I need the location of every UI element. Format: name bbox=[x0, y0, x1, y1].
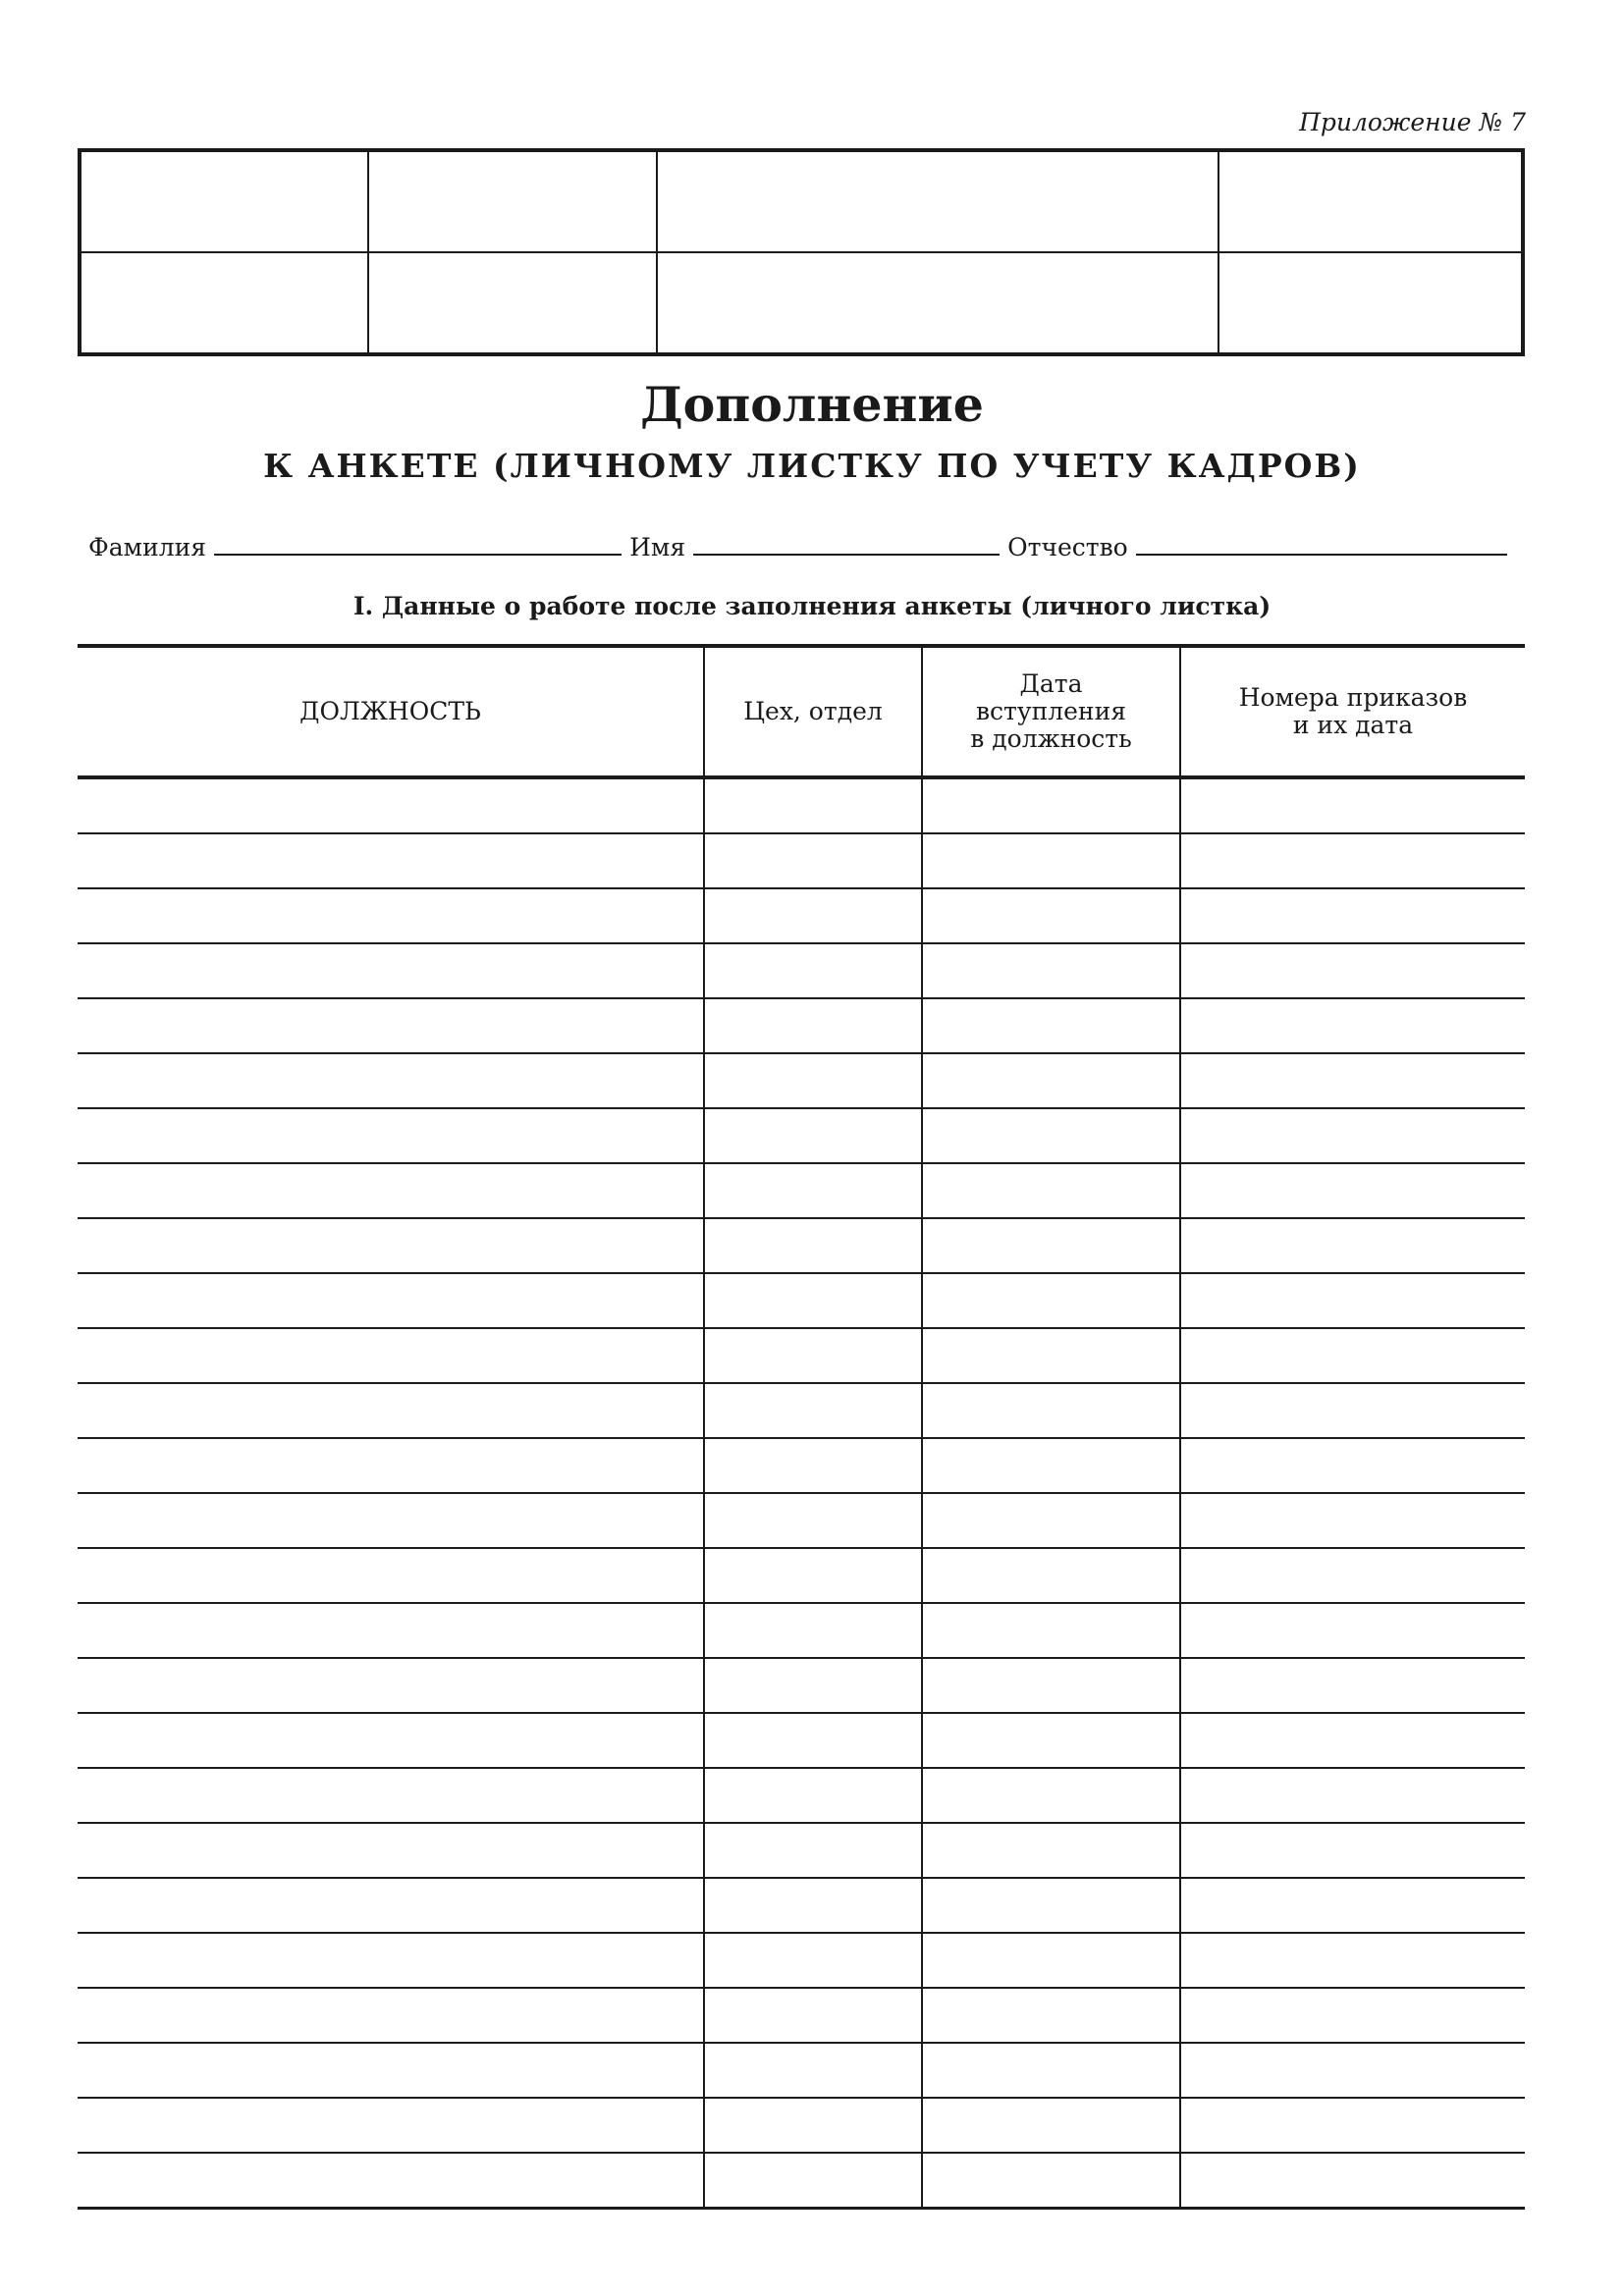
table-cell[interactable] bbox=[922, 943, 1180, 998]
table-row bbox=[78, 1163, 1525, 1218]
table-cell[interactable] bbox=[1180, 998, 1525, 1053]
table-cell[interactable] bbox=[922, 1328, 1180, 1383]
table-cell[interactable] bbox=[704, 1438, 922, 1493]
table-row bbox=[78, 1328, 1525, 1383]
table-cell[interactable] bbox=[704, 1328, 922, 1383]
table-cell[interactable] bbox=[922, 1988, 1180, 2043]
table-cell[interactable] bbox=[704, 1218, 922, 1273]
table-cell[interactable] bbox=[922, 1548, 1180, 1603]
header-line: вступления bbox=[975, 697, 1127, 725]
section-title: I. Данные о работе после заполнения анкеты (личного листка) bbox=[352, 592, 1272, 620]
table-row bbox=[78, 1218, 1525, 1273]
table-cell[interactable] bbox=[1180, 1163, 1525, 1218]
table-row bbox=[78, 1493, 1525, 1548]
appendix-label: Приложение № 7 bbox=[1299, 108, 1526, 136]
table-row bbox=[78, 2153, 1525, 2209]
table-row bbox=[78, 1713, 1525, 1768]
table-cell[interactable] bbox=[704, 1823, 922, 1878]
table-cell[interactable] bbox=[922, 1878, 1180, 1933]
table-cell[interactable] bbox=[922, 1273, 1180, 1328]
table-cell[interactable] bbox=[78, 1713, 704, 1768]
table-cell[interactable] bbox=[922, 2153, 1180, 2209]
column-header-department bbox=[704, 646, 922, 777]
table-cell[interactable] bbox=[1180, 1713, 1525, 1768]
table-cell[interactable] bbox=[1180, 2043, 1525, 2098]
table-cell[interactable] bbox=[922, 1933, 1180, 1988]
column-header-orders bbox=[1180, 646, 1525, 777]
table-cell[interactable] bbox=[1180, 1768, 1525, 1823]
table-cell[interactable] bbox=[78, 777, 704, 833]
table-cell[interactable] bbox=[922, 777, 1180, 833]
table-row bbox=[78, 1603, 1525, 1658]
table-cell[interactable] bbox=[78, 1438, 704, 1493]
table-row bbox=[78, 1548, 1525, 1603]
table-cell[interactable] bbox=[1180, 1328, 1525, 1383]
table-row bbox=[78, 833, 1525, 888]
header-line: Цех, отдел bbox=[743, 697, 883, 725]
table-cell[interactable] bbox=[704, 943, 922, 998]
table-cell[interactable] bbox=[1180, 1218, 1525, 1273]
table-row bbox=[78, 1273, 1525, 1328]
table-cell[interactable] bbox=[78, 2098, 704, 2153]
table-row bbox=[78, 2043, 1525, 2098]
table-body bbox=[78, 777, 1525, 2209]
table-cell[interactable] bbox=[1180, 833, 1525, 888]
surname-label: Фамилия bbox=[88, 533, 207, 561]
table-cell[interactable] bbox=[78, 1603, 704, 1658]
table-cell[interactable] bbox=[1180, 1273, 1525, 1328]
table-cell[interactable] bbox=[1180, 1878, 1525, 1933]
registration-cell[interactable] bbox=[368, 252, 657, 354]
table-cell[interactable] bbox=[922, 1218, 1180, 1273]
table-cell[interactable] bbox=[922, 1658, 1180, 1713]
table-cell[interactable] bbox=[1180, 2098, 1525, 2153]
table-cell[interactable] bbox=[922, 998, 1180, 1053]
document-title: Дополнение bbox=[640, 376, 984, 433]
table-cell[interactable] bbox=[1180, 1493, 1525, 1548]
table-cell[interactable] bbox=[704, 1988, 922, 2043]
table-row bbox=[78, 1658, 1525, 1713]
registration-cell[interactable] bbox=[1218, 252, 1523, 354]
table-cell[interactable] bbox=[704, 833, 922, 888]
patronymic-label: Отчество bbox=[1007, 533, 1128, 561]
table-cell[interactable] bbox=[1180, 1108, 1525, 1163]
table-row bbox=[78, 1878, 1525, 1933]
header-line: Дата bbox=[1019, 669, 1083, 698]
table-cell[interactable] bbox=[1180, 1988, 1525, 2043]
table-cell[interactable] bbox=[1180, 1438, 1525, 1493]
name-label: Имя bbox=[629, 533, 686, 561]
table-cell[interactable] bbox=[922, 1713, 1180, 1768]
work-history-table bbox=[78, 644, 1525, 2210]
table-row bbox=[78, 1768, 1525, 1823]
table-cell[interactable] bbox=[78, 1933, 704, 1988]
table-cell[interactable] bbox=[1180, 1658, 1525, 1713]
table-cell[interactable] bbox=[1180, 1823, 1525, 1878]
table-cell[interactable] bbox=[704, 2153, 922, 2209]
table-row bbox=[78, 1438, 1525, 1493]
table-cell[interactable] bbox=[78, 1273, 704, 1328]
table-cell[interactable] bbox=[922, 1383, 1180, 1438]
table-cell[interactable] bbox=[78, 943, 704, 998]
table-cell[interactable] bbox=[704, 1053, 922, 1108]
table-cell[interactable] bbox=[78, 2043, 704, 2098]
table-cell[interactable] bbox=[78, 1053, 704, 1108]
table-cell[interactable] bbox=[78, 1218, 704, 1273]
table-cell[interactable] bbox=[704, 2043, 922, 2098]
table-cell[interactable] bbox=[704, 1658, 922, 1713]
table-row bbox=[78, 2098, 1525, 2153]
table-cell[interactable] bbox=[922, 1768, 1180, 1823]
table-row bbox=[78, 1383, 1525, 1438]
table-cell[interactable] bbox=[704, 1108, 922, 1163]
table-cell[interactable] bbox=[78, 1383, 704, 1438]
registration-cell[interactable] bbox=[1218, 150, 1523, 252]
table-row bbox=[78, 1108, 1525, 1163]
table-cell[interactable] bbox=[78, 1823, 704, 1878]
table-cell[interactable] bbox=[78, 1878, 704, 1933]
table-cell[interactable] bbox=[922, 833, 1180, 888]
table-cell[interactable] bbox=[78, 1328, 704, 1383]
table-cell[interactable] bbox=[78, 1548, 704, 1603]
table-cell[interactable] bbox=[922, 1438, 1180, 1493]
table-cell[interactable] bbox=[922, 2098, 1180, 2153]
table-cell[interactable] bbox=[704, 777, 922, 833]
table-cell[interactable] bbox=[1180, 1603, 1525, 1658]
table-cell[interactable] bbox=[922, 2043, 1180, 2098]
table-cell[interactable] bbox=[78, 1108, 704, 1163]
header-line: ДОЛЖНОСТЬ bbox=[299, 697, 481, 725]
table-cell[interactable] bbox=[922, 888, 1180, 943]
table-cell[interactable] bbox=[704, 1713, 922, 1768]
table-cell[interactable] bbox=[1180, 1053, 1525, 1108]
table-cell[interactable] bbox=[78, 1988, 704, 2043]
table-header-row bbox=[78, 646, 1525, 777]
table-cell[interactable] bbox=[922, 1493, 1180, 1548]
table-cell[interactable] bbox=[704, 1933, 922, 1988]
patronymic-field[interactable] bbox=[1136, 530, 1507, 556]
table-cell[interactable] bbox=[704, 998, 922, 1053]
document-subtitle: К АНКЕТЕ (ЛИЧНОМУ ЛИСТКУ ПО УЧЕТУ КАДРОВ) bbox=[263, 447, 1361, 485]
table-cell[interactable] bbox=[78, 1163, 704, 1218]
table-cell[interactable] bbox=[78, 2153, 704, 2209]
table-cell[interactable] bbox=[704, 1163, 922, 1218]
header-registration-grid bbox=[78, 148, 1525, 356]
table-cell[interactable] bbox=[78, 1493, 704, 1548]
table-cell[interactable] bbox=[1180, 1548, 1525, 1603]
table-cell[interactable] bbox=[922, 1163, 1180, 1218]
table-cell[interactable] bbox=[704, 2098, 922, 2153]
table-cell[interactable] bbox=[78, 888, 704, 943]
table-cell[interactable] bbox=[1180, 777, 1525, 833]
table-cell[interactable] bbox=[704, 1383, 922, 1438]
table-row bbox=[78, 1053, 1525, 1108]
surname-field[interactable] bbox=[214, 530, 622, 556]
table-cell[interactable] bbox=[1180, 2153, 1525, 2209]
column-header-position bbox=[78, 646, 704, 777]
registration-cell[interactable] bbox=[80, 252, 368, 354]
header-line: Номера приказов bbox=[1238, 683, 1468, 712]
table-row bbox=[78, 1988, 1525, 2043]
name-field[interactable] bbox=[693, 530, 1000, 556]
table-cell[interactable] bbox=[704, 1548, 922, 1603]
registration-cell[interactable] bbox=[368, 150, 657, 252]
table-cell[interactable] bbox=[922, 1823, 1180, 1878]
table-cell[interactable] bbox=[78, 833, 704, 888]
table-cell[interactable] bbox=[78, 998, 704, 1053]
registration-cell[interactable] bbox=[657, 252, 1218, 354]
table-cell[interactable] bbox=[704, 1273, 922, 1328]
table-row bbox=[78, 998, 1525, 1053]
registration-cell[interactable] bbox=[80, 150, 368, 252]
table-row bbox=[78, 1933, 1525, 1988]
table-row bbox=[78, 1823, 1525, 1878]
table-cell[interactable] bbox=[1180, 1383, 1525, 1438]
table-cell[interactable] bbox=[922, 1053, 1180, 1108]
table-row bbox=[78, 943, 1525, 998]
table-row bbox=[78, 777, 1525, 833]
table-cell[interactable] bbox=[1180, 888, 1525, 943]
table-cell[interactable] bbox=[704, 1493, 922, 1548]
table-cell[interactable] bbox=[704, 1768, 922, 1823]
table-row bbox=[78, 888, 1525, 943]
personal-name-line bbox=[88, 530, 1522, 561]
table-cell[interactable] bbox=[78, 1658, 704, 1713]
header-line: в должность bbox=[970, 724, 1132, 753]
table-cell[interactable] bbox=[704, 1603, 922, 1658]
header-line: и их дата bbox=[1292, 711, 1414, 739]
table-cell[interactable] bbox=[704, 888, 922, 943]
column-header-start-date bbox=[922, 646, 1180, 777]
table-cell[interactable] bbox=[704, 1878, 922, 1933]
table-cell[interactable] bbox=[1180, 943, 1525, 998]
table-cell[interactable] bbox=[1180, 1933, 1525, 1988]
table-cell[interactable] bbox=[922, 1108, 1180, 1163]
table-cell[interactable] bbox=[922, 1603, 1180, 1658]
table-cell[interactable] bbox=[78, 1768, 704, 1823]
registration-cell[interactable] bbox=[657, 150, 1218, 252]
